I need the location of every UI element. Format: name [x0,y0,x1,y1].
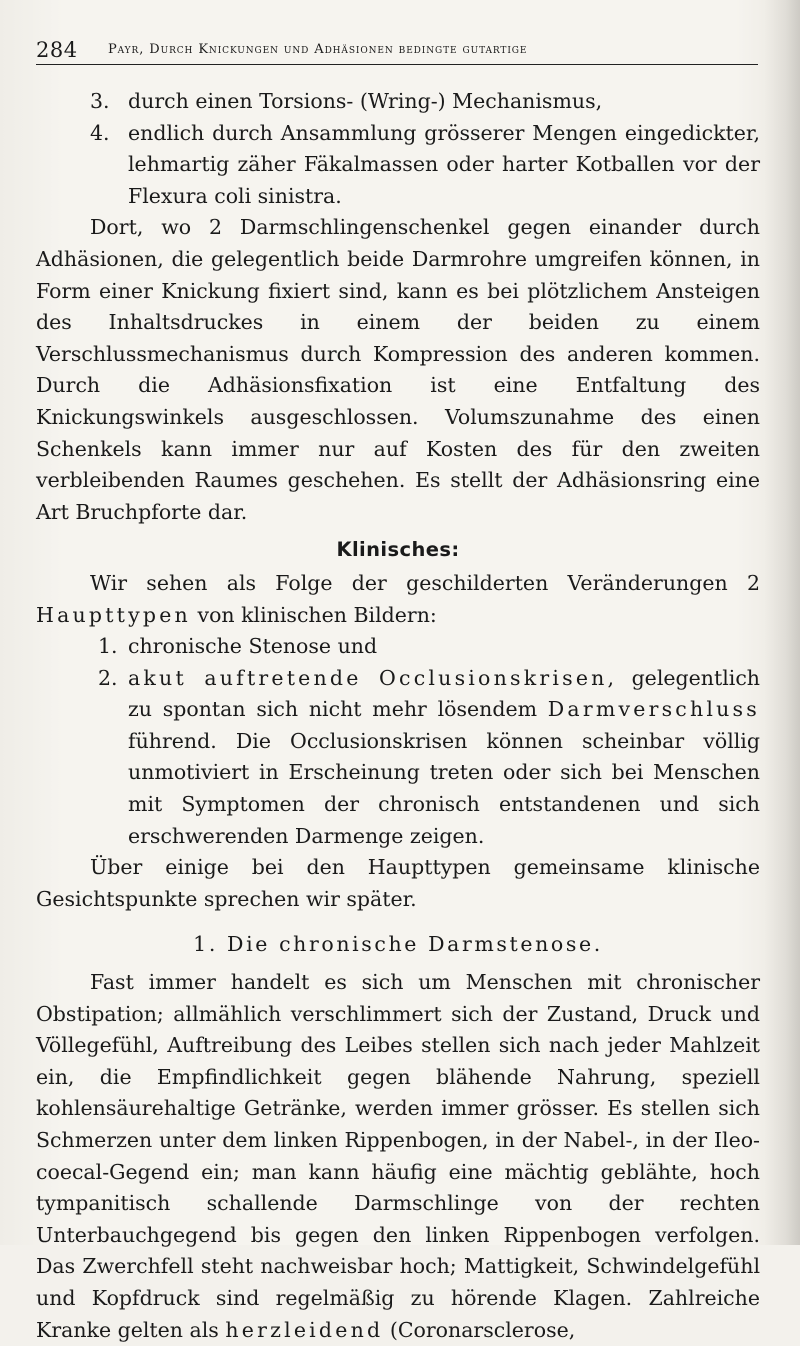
list-item-text: chronische Stenose und [128,634,378,659]
list-item-occlusionskrisen [36,663,760,853]
text-run: von klinischen Bildern: [197,602,437,627]
paragraph-haupttypen [36,568,760,631]
emphasis-spaced: akut auftretende Occlusionskrisen, [128,665,618,690]
list-marker: 3. [90,89,110,113]
list-marker: 2. [98,665,118,690]
clinical-types-list [36,631,760,852]
running-title: Payr, Durch Knickungen und Adhäsionen bedingte gutartige [108,42,528,57]
emphasis-spaced: Darmverschluss [547,697,760,722]
list-item-chronische-stenose [36,631,760,663]
list-item-4 [36,118,760,213]
page-header [36,34,758,65]
list-marker: 4. [90,120,110,145]
list-item-text: durch einen Torsions- (Wring-) Mechanismus, [128,89,603,113]
text-run: führend. Die Occlusionskrisen können scheinbar völlig unmotiviert in Erscheinung treten oder sich bei Menschen mit Symptomen der chronisch entstandenen und sich erschwerenden Darmenge zeigen. [128,728,760,848]
paragraph-gesichtspunkte: Über einige bei den Haupttypen gemeinsame klinische Gesichtspunkte sprechen wir später. [36,855,760,911]
text-run: Wir sehen als Folge der geschilderten Veränderungen 2 [90,570,760,595]
page-number: 284 [36,38,78,62]
section-heading-klinisches: Klinisches: [336,538,460,562]
body-text [36,86,760,1346]
paragraph-obstipation [36,967,760,1346]
scan-shadow-edge [764,0,800,1245]
text-run: gelegentlich zu spontan sich nicht mehr lösendem [128,665,760,722]
emphasis-spaced: Haupttypen [36,602,191,627]
text-run: Fast immer handelt es sich um Menschen mit chronischer Obstipation; allmählich verschlimmert sich der Zustand, Druck und Völlegefühl, Auftreibung des Leibes stellen sich nach jeder Mahlzeit ein, die Empfindlichkeit gegen blähende Nahrung, speziell kohlensäurehaltige Getränke, werden immer grösser. Es stellen sich Schmerzen unter dem linken Rippenbogen, in der Nabel-, in der Ileo-coecal-Gegend ein; man kann häufig eine mächtig geblähte, hoch tympanitisch schallende Darmschlinge von der rechten Unterbauchgegend bis gegen den linken Rippenbogen verfolgen. Das Zwerchfell steht nachweisbar hoch; Mattigkeit, Schwindelgefühl und Kopfdruck sind regelmäßig zu hörende Klagen. Zahlreiche Kranke gelten als [36,970,760,1342]
list-item-text: endlich durch Ansammlung grösserer Mengen eingedickter, lehmartig zäher Fäkalmassen oder harter Kotballen vor der Flexura coli sinistra. [128,120,760,208]
list-item-3 [36,86,760,118]
paragraph-adhaesionen: Dort, wo 2 Darmschlingenschenkel gegen einander durch Adhäsionen, die gelegentlich beide Darmrohre umgreifen können, in Form einer Knickung fixiert sind, kann es bei plötzlichem Ansteigen des Inhaltsdruckes in einem der beiden zu einem Verschlussmechanismus durch Kompression des anderen kommen. Durch die Adhäsionsfixation ist eine Entfaltung des Knickungswinkels ausgeschlossen. Volumszunahme des einen Schenkels kann immer nur auf Kosten des für den zweiten verbleibenden Raumes geschehen. Es stellt der Adhäsionsring eine Art Bruchpforte dar. [36,215,760,524]
emphasis-spaced: herzleidend [225,1317,384,1342]
section-heading-darmstenose: 1. Die chronische Darmstenose. [193,932,603,957]
list-marker: 1. [98,634,118,659]
text-run: (Coronarsclerose, [389,1317,576,1342]
